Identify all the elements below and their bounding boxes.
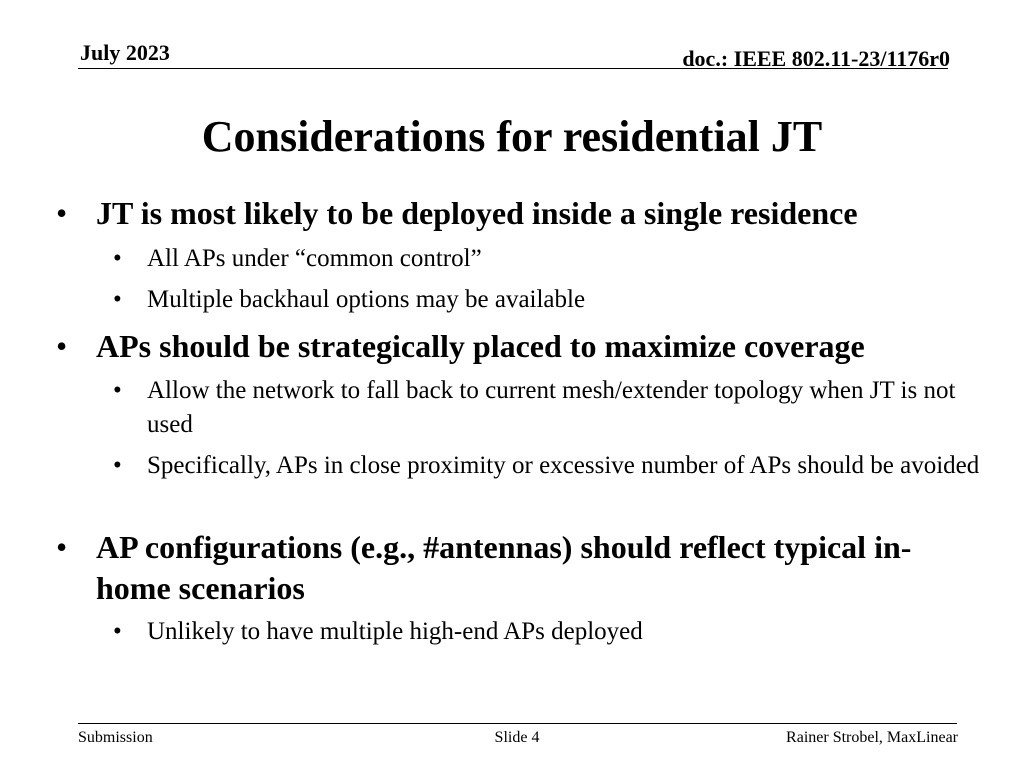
- bullet-2-sub-2: • Specifically, APs in close proximity or excessive number of APs should be avoided: [147, 449, 982, 483]
- bullet-1: • JT is most likely to be deployed inside a single residence: [96, 193, 966, 234]
- header-date: July 2023: [80, 40, 170, 65]
- footer-divider: [78, 723, 957, 724]
- bullet-3-sub-1: • Unlikely to have multiple high-end APs deployed: [147, 615, 987, 649]
- bullet-1-sub-2: • Multiple backhaul options may be available: [147, 283, 987, 317]
- bullet-2: • APs should be strategically placed to maximize coverage: [96, 326, 966, 367]
- header-doc-id: doc.: IEEE 802.11-23/1176r0: [682, 46, 950, 71]
- slide-title: Considerations for residential JT: [201, 112, 823, 161]
- bullet-1-sub-1: • All APs under “common control”: [147, 242, 987, 276]
- footer-slide-number: Slide 4: [494, 729, 540, 746]
- footer-submission: Submission: [78, 729, 153, 746]
- footer-author: Rainer Strobel, MaxLinear: [786, 729, 958, 746]
- bullet-3: • AP configurations (e.g., #antennas) should reflect typical in-home scenarios: [96, 527, 936, 609]
- header-divider: [78, 68, 948, 69]
- bullet-2-sub-1: • Allow the network to fall back to current mesh/extender topology when JT is not used: [147, 374, 977, 442]
